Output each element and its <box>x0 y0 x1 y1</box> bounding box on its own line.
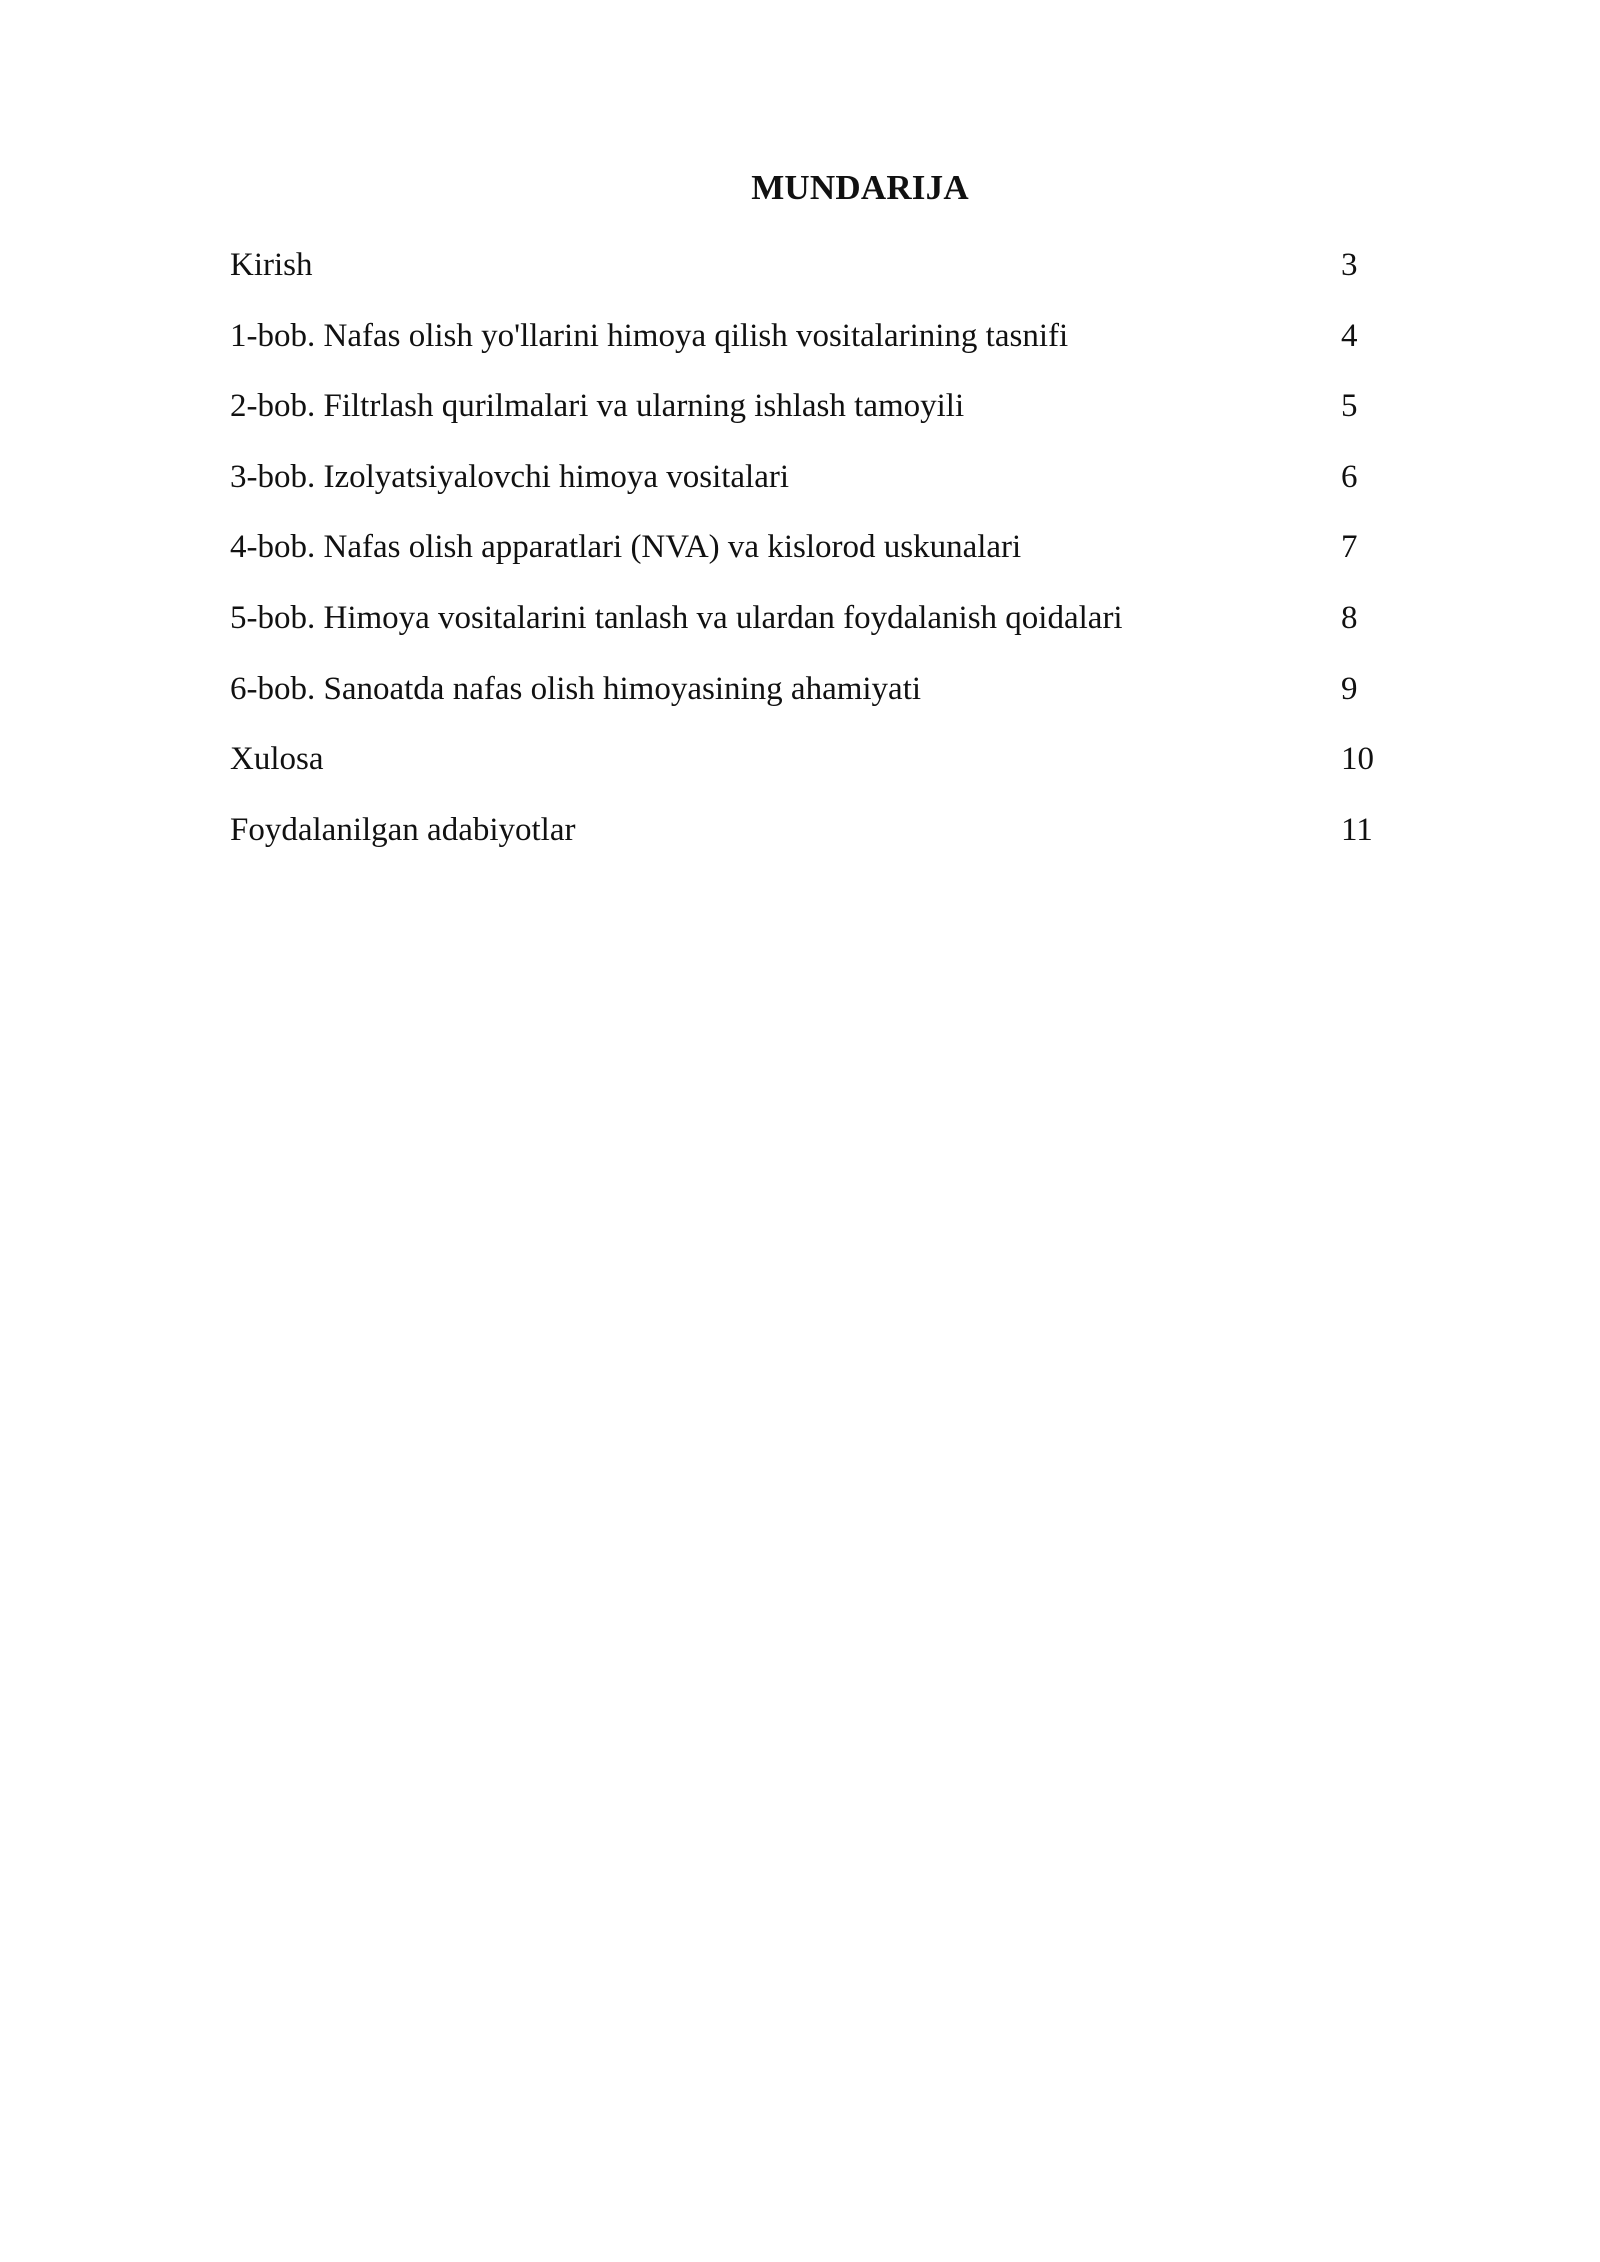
toc-entry-chapter-5 <box>230 597 1380 668</box>
toc-entry-page-number: 11 <box>1341 811 1373 848</box>
toc-entry-page-number: 10 <box>1341 741 1374 778</box>
toc-entry-label: 2-bob. Filtrlash qurilmalari va ularning ishlash tamoyili <box>230 388 965 425</box>
toc-entry-page-number: 5 <box>1341 388 1358 425</box>
toc-entry-label: Foydalanilgan adabiyotlar <box>230 811 576 848</box>
toc-entry-label: 3-bob. Izolyatsiyalovchi himoya vositalari <box>230 458 790 495</box>
toc-entry-chapter-6 <box>230 668 1380 739</box>
toc-entry-page-number: 3 <box>1341 247 1358 283</box>
table-of-contents <box>230 244 1380 879</box>
toc-entry-chapter-2 <box>230 385 1380 456</box>
toc-entry-chapter-3 <box>230 456 1380 527</box>
toc-entry-page-number: 7 <box>1341 529 1358 566</box>
toc-entry-label: 4-bob. Nafas olish apparatlari (NVA) va kislorod uskunalari <box>230 529 1022 566</box>
toc-entry-label: Kirish <box>230 247 313 283</box>
toc-entry-page-number: 8 <box>1341 599 1358 636</box>
toc-entry-chapter-1 <box>230 315 1380 386</box>
toc-entry-label: 5-bob. Himoya vositalarini tanlash va ulardan foydalanish qoidalari <box>230 599 1123 636</box>
toc-entry-chapter-4 <box>230 526 1380 597</box>
toc-entry-label: Xulosa <box>230 741 324 778</box>
toc-entry-adabiyotlar <box>230 809 1380 880</box>
toc-entry-label: 1-bob. Nafas olish yo'llarini himoya qilish vositalarining tasnifi <box>230 317 1069 354</box>
toc-entry-page-number: 9 <box>1341 670 1358 707</box>
page-title: MUNDARIJA <box>751 168 969 207</box>
toc-entry-page-number: 6 <box>1341 458 1358 495</box>
toc-entry-kirish <box>230 244 1380 315</box>
toc-entry-label: 6-bob. Sanoatda nafas olish himoyasining ahamiyati <box>230 670 922 707</box>
toc-entry-xulosa <box>230 738 1380 809</box>
toc-entry-page-number: 4 <box>1341 317 1358 354</box>
